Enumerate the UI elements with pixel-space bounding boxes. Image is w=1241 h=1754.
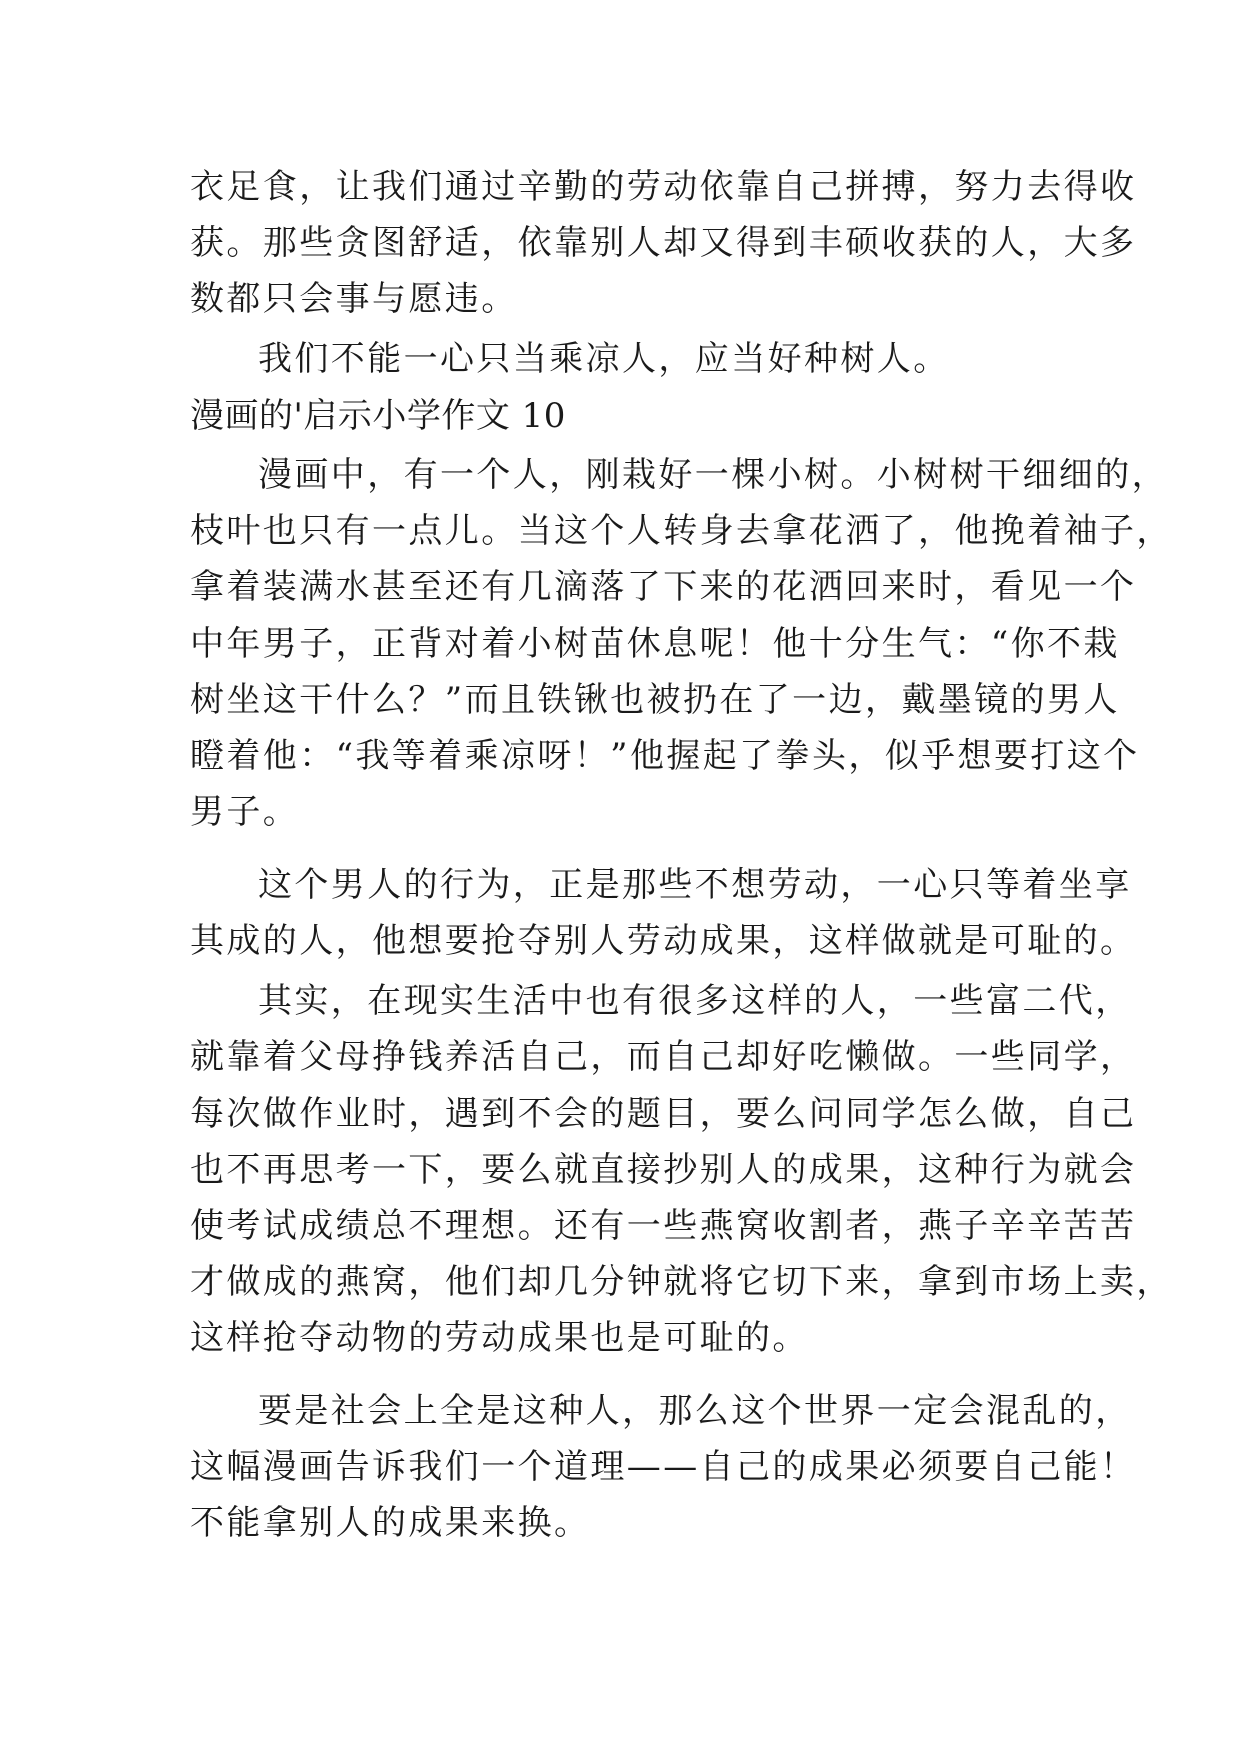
- text-line: 每次做作业时，遇到不会的题目，要么问同学怎么做，自己: [190, 1094, 1137, 1134]
- text-line: 获。那些贪图舒适，依靠别人却又得到丰硕收获的人，大多: [190, 223, 1137, 263]
- paragraph-line: 这个男人的行为，正是那些不想劳动，一心只等着坐享: [258, 865, 1132, 905]
- text-line: 数都只会事与愿违。: [190, 279, 518, 319]
- text-line: 这样抢夺动物的劳动成果也是可耻的。: [190, 1318, 809, 1358]
- text-line: 树坐这干什么？”而且铁锹也被扔在了一边，戴墨镜的男人: [190, 680, 1120, 720]
- text-line: 不能拿别人的成果来换。: [190, 1503, 591, 1543]
- text-line: 瞪着他：“我等着乘凉呀！”他握起了拳头，似乎想要打这个: [190, 736, 1140, 776]
- paragraph-line: 其实，在现实生活中也有很多这样的人，一些富二代，: [258, 981, 1132, 1021]
- text-line: 拿着装满水甚至还有几滴落了下来的花洒回来时，看见一个: [190, 567, 1137, 607]
- text-line: 衣足食，让我们通过辛勤的劳动依靠自己拼搏，努力去得收: [190, 167, 1137, 207]
- paragraph-line: 我们不能一心只当乘凉人，应当好种树人。: [258, 339, 950, 379]
- text-line: 男子。: [190, 792, 300, 832]
- text-line: 也不再思考一下，要么就直接抄别人的成果，这种行为就会: [190, 1150, 1137, 1190]
- paragraph-line: 漫画中，有一个人，刚栽好一棵小树。小树树干细细的，: [258, 455, 1168, 495]
- text-line: 才做成的燕窝，他们却几分钟就将它切下来，拿到市场上卖，: [190, 1262, 1173, 1302]
- section-title: 漫画的'启示小学作文 10: [190, 396, 566, 436]
- text-line: 枝叶也只有一点儿。当这个人转身去拿花洒了，他挽着袖子，: [190, 511, 1173, 551]
- text-line: 其成的人，他想要抢夺别人劳动成果，这样做就是可耻的。: [190, 921, 1137, 961]
- paragraph-line: 要是社会上全是这种人，那么这个世界一定会混乱的，: [258, 1391, 1132, 1431]
- text-line: 使考试成绩总不理想。还有一些燕窝收割者，燕子辛辛苦苦: [190, 1206, 1137, 1246]
- text-line: 中年男子，正背对着小树苗休息呢！他十分生气：“你不栽: [190, 624, 1120, 664]
- text-line: 这幅漫画告诉我们一个道理——自己的成果必须要自己能！: [190, 1447, 1137, 1487]
- text-line: 就靠着父母挣钱养活自己，而自己却好吃懒做。一些同学，: [190, 1037, 1137, 1077]
